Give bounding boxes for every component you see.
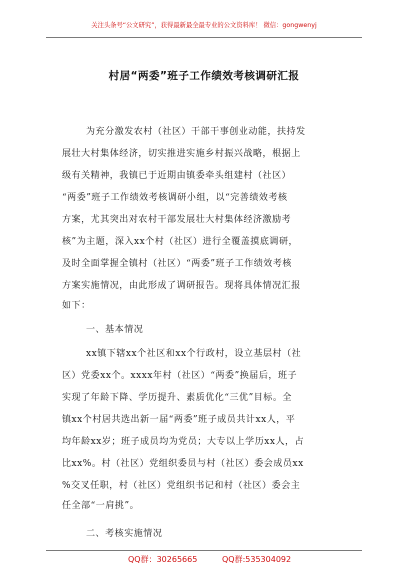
body-line: 及时全面掌握全镇村（社区）“两委”班子工作绩效考核 [62, 259, 292, 269]
header-divider [46, 37, 362, 38]
footer-qq-group-2: QQ群:535304092 [222, 555, 292, 564]
body-line: 实现了年龄下降、学历提升、素质优化“三优”目标。全 [62, 393, 292, 403]
body-line: 比xx%。村（社区）党组织委员与村（社区）委会成员xx [62, 459, 304, 469]
body-line: 方案，尤其突出对农村干部发展壮大村集体经济激励考 [62, 215, 292, 225]
footer-divider [46, 550, 362, 551]
body-line: 如下： [62, 301, 91, 311]
body-line: %交叉任职，村（社区）党组织书记和村（社区）委会主 [62, 481, 301, 491]
body-line: 展壮大村集体经济，切实推进实施乡村振兴战略，根据上 [62, 149, 301, 159]
section-heading: 一、基本情况 [86, 325, 144, 335]
body-line: 区）党委xx个。xxxx年村（社区）“两委”换届后，班子 [62, 371, 298, 381]
body-line: 任全部“一肩挑”。 [62, 501, 140, 511]
body-line: 均年龄xx岁；班子成员均为党员；大专以上学历xx人，占 [62, 437, 305, 447]
body-line: 级有关精神，我镇已于近期由镇委牵头组建村（社区） [62, 171, 292, 181]
body-line: 为充分激发农村（社区）干部干事创业动能，扶持发 [86, 127, 306, 137]
body-line: 核”为主题，深入xx个村（社区）进行全覆盖摸底调研， [62, 237, 299, 247]
body-line: 方案实施情况，由此形成了调研报告。现将具体情况汇报 [62, 281, 301, 291]
document-title: 村居“两委”班子工作绩效考核调研汇报 [108, 70, 300, 82]
body-line: xx镇下辖xx个社区和xx个行政村，设立基层村（社 [86, 349, 302, 359]
body-line: 镇xx个村居共选出新一届“两委”班子成员共计xx人，平 [62, 415, 296, 425]
body-line: “两委”班子工作绩效考核调研小组，以“完善绩效考核 [62, 193, 288, 203]
footer-qq-group-1: QQ群：30265665 [128, 555, 198, 564]
header-promo-text: 关注头条号“公文研究”，获得最新最全最专业的公文资料库！ 微信：gongwenyj [91, 22, 317, 29]
section-heading: 二、考核实施情况 [86, 529, 163, 539]
